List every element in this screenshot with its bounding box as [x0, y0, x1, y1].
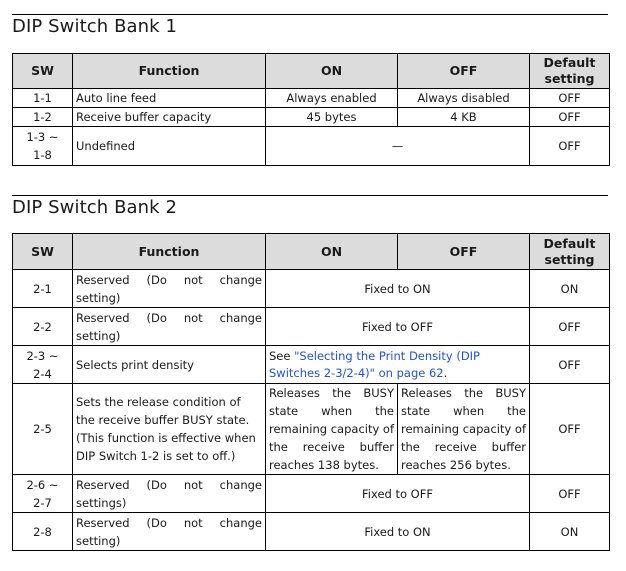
merged-setting-cell: — [266, 127, 530, 166]
table-row [13, 513, 610, 551]
merged-setting-cell: Fixed to OFF [266, 475, 530, 513]
col-header-function: Function [73, 234, 266, 270]
sw-cell: 2-2 [13, 308, 73, 346]
default-cell: ON [530, 513, 610, 551]
table-row [13, 127, 610, 166]
col-header-on: ON [266, 234, 398, 270]
off-cell: Releases the BUSY state when the remaining capacity of the receive buffer reaches 256 bytes. [398, 384, 530, 475]
table-header-row [13, 234, 610, 270]
section-rule [12, 195, 608, 196]
sw-cell: 1-2 [13, 108, 73, 127]
sw-cell: 1-3 ~ 1-8 [13, 127, 73, 166]
function-cell: Reserved (Do not change setting) [73, 513, 266, 551]
default-cell: OFF [530, 89, 610, 108]
default-cell: OFF [530, 346, 610, 384]
table-row [13, 346, 610, 384]
on-cell: Always enabled [266, 89, 398, 108]
default-cell: OFF [530, 108, 610, 127]
sw-cell: 2-8 [13, 513, 73, 551]
print-density-link[interactable]: "Selecting the Print Density (DIP Switches 2-3/2-4)" on page 62 [269, 348, 480, 380]
table-header-row [13, 54, 610, 89]
col-header-off: OFF [398, 54, 530, 89]
table-row [13, 89, 610, 108]
table-row [13, 270, 610, 308]
default-cell: ON [530, 270, 610, 308]
sw-cell: 2-6 ~ 2-7 [13, 475, 73, 513]
bank1-table [12, 53, 610, 166]
function-cell: Receive buffer capacity [73, 108, 266, 127]
sw-cell: 1-1 [13, 89, 73, 108]
table-row [13, 475, 610, 513]
off-cell: 4 KB [398, 108, 530, 127]
default-cell: OFF [530, 308, 610, 346]
default-cell: OFF [530, 127, 610, 166]
section-rule [12, 14, 608, 15]
function-cell: Undefined [73, 127, 266, 166]
col-header-sw: SW [13, 54, 73, 89]
col-header-default: Default setting [530, 54, 610, 89]
see-prefix: See [269, 348, 295, 363]
table-row [13, 384, 610, 475]
sw-cell: 2-1 [13, 270, 73, 308]
merged-setting-cell: Fixed to ON [266, 270, 530, 308]
merged-setting-cell [266, 346, 530, 384]
on-cell: 45 bytes [266, 108, 398, 127]
function-cell: Sets the release condition of the receive buffer BUSY state. (This function is effective when DIP Switch 1-2 is set to off.) [73, 384, 266, 475]
default-cell: OFF [530, 384, 610, 475]
col-header-off: OFF [398, 234, 530, 270]
col-header-on: ON [266, 54, 398, 89]
sw-cell: 2-5 [13, 384, 73, 475]
function-cell: Reserved (Do not change setting) [73, 270, 266, 308]
function-cell: Reserved (Do not change setting) [73, 308, 266, 346]
sw-cell: 2-3 ~ 2-4 [13, 346, 73, 384]
function-cell: Auto line feed [73, 89, 266, 108]
merged-setting-cell: Fixed to OFF [266, 308, 530, 346]
col-header-default: Default setting [530, 234, 610, 270]
default-cell: OFF [530, 475, 610, 513]
function-cell: Reserved (Do not change settings) [73, 475, 266, 513]
table-row [13, 308, 610, 346]
col-header-sw: SW [13, 234, 73, 270]
merged-setting-cell: Fixed to ON [266, 513, 530, 551]
bank1-title: DIP Switch Bank 1 [12, 16, 178, 37]
see-suffix: . [443, 365, 448, 380]
bank2-title: DIP Switch Bank 2 [12, 197, 178, 218]
bank2-table [12, 233, 610, 551]
table-row [13, 108, 610, 127]
function-cell: Selects print density [73, 346, 266, 384]
col-header-function: Function [73, 54, 266, 89]
off-cell: Always disabled [398, 89, 530, 108]
on-cell: Releases the BUSY state when the remaining capacity of the receive buffer reaches 138 bytes. [266, 384, 398, 475]
